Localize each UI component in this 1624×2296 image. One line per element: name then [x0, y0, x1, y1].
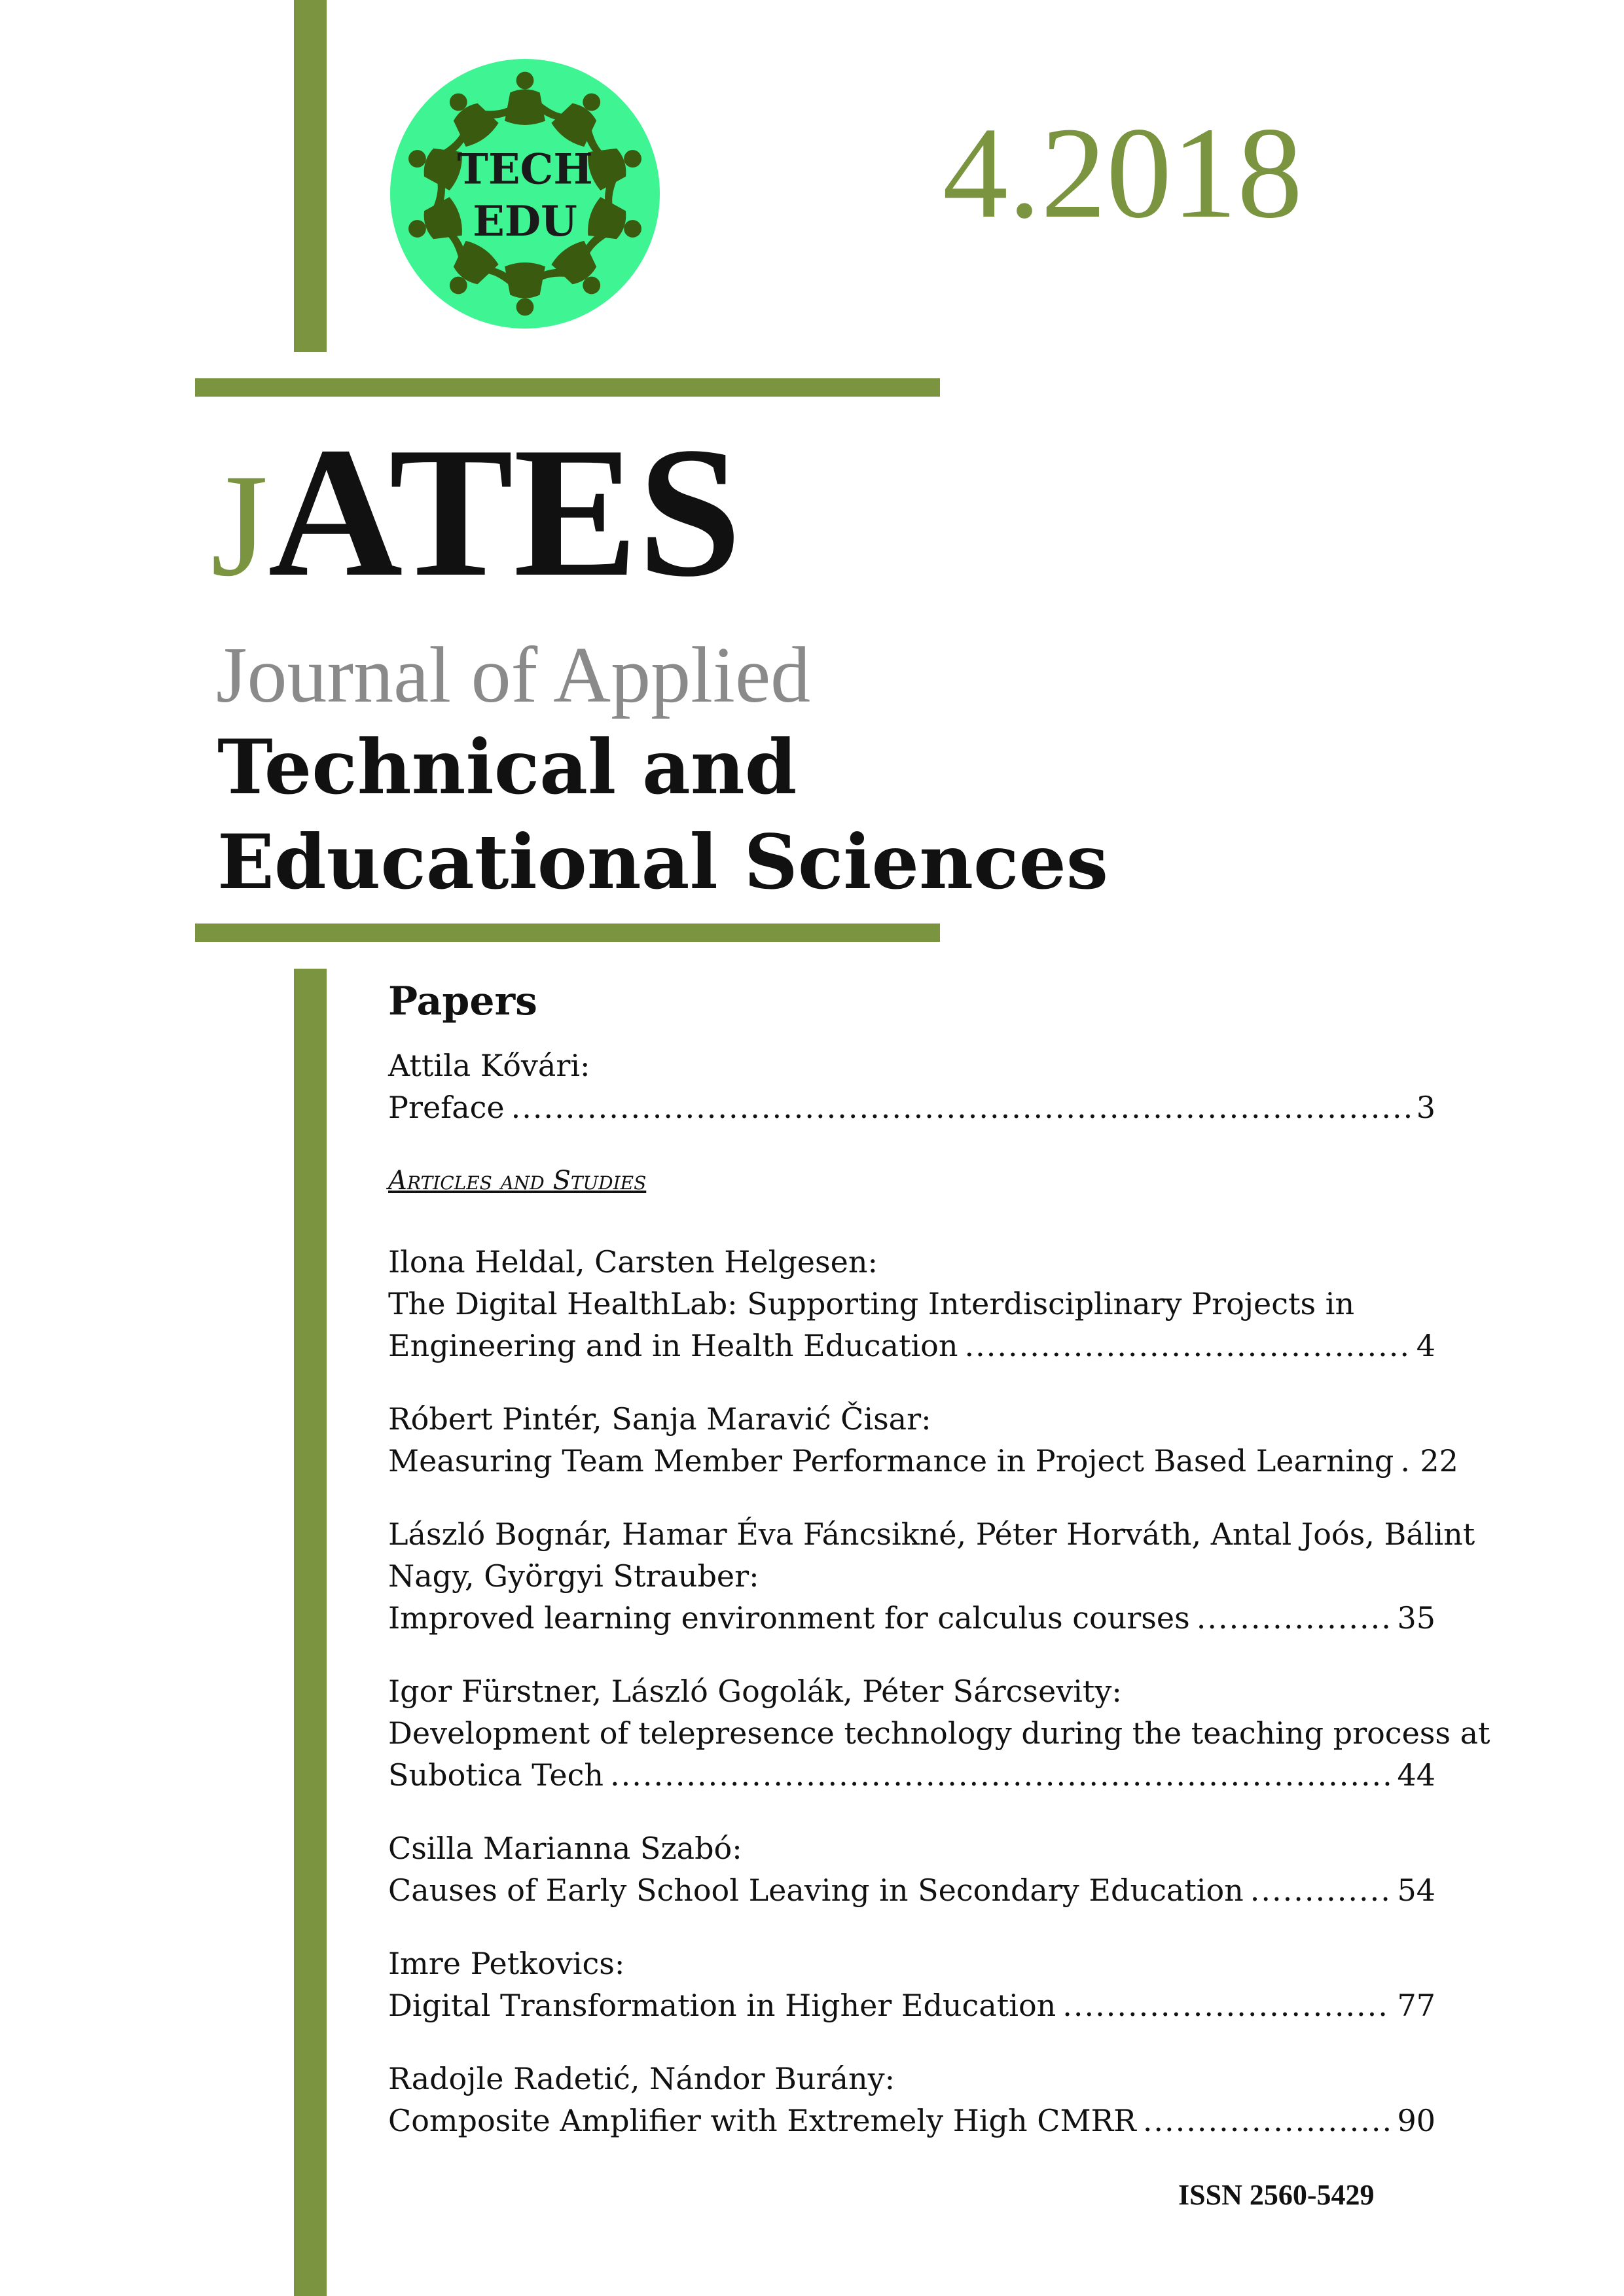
toc-entry — [388, 1670, 1490, 1796]
acronym-ates: ATES — [268, 408, 742, 615]
entry-title-row — [388, 1597, 1435, 1639]
toc-entry — [388, 1827, 1435, 1911]
entry-title: Composite Amplifier with Extremely High CMRR — [388, 2103, 1136, 2138]
entry-page: 44 — [1397, 1757, 1435, 1793]
issn: ISSN 2560-5429 — [1178, 2179, 1375, 2211]
vertical-bar-top — [294, 0, 327, 352]
acronym-j: J — [211, 443, 268, 607]
table-of-contents — [388, 975, 1490, 2173]
dot-leader — [1062, 1984, 1390, 2026]
dot-leader — [511, 1086, 1410, 1128]
toc-entry — [388, 1241, 1435, 1367]
dot-leader — [964, 1325, 1409, 1367]
entry-author: László Bognár, Hamar Éva Fáncsikné, Péter Horváth, Antal Joós, Bálint — [388, 1516, 1475, 1552]
journal-subtitle-line3: Educational Sciences — [217, 818, 1109, 906]
article-list — [388, 1241, 1490, 2142]
issue-number: 4.2018 — [943, 101, 1303, 245]
entry-title-row — [388, 2100, 1435, 2142]
entry-title-row — [388, 1754, 1435, 1796]
vertical-bar-bottom — [294, 969, 327, 2296]
toc-entry — [388, 1398, 1458, 1482]
entry-page: 90 — [1397, 2103, 1435, 2138]
horizontal-rule-top — [195, 378, 940, 397]
horizontal-rule-bottom — [195, 924, 940, 942]
entry-title-line: Development of telepresence technology during the teaching process at — [388, 1715, 1490, 1751]
entry-author: Igor Fürstner, László Gogolák, Péter Sárcsevity: — [388, 1674, 1122, 1709]
entry-title: Measuring Team Member Performance in Project Based Learning — [388, 1443, 1394, 1479]
entry-title-row — [388, 1869, 1435, 1911]
entry-author: Nagy, Györgyi Strauber: — [388, 1558, 759, 1594]
entry-author: Imre Petkovics: — [388, 1946, 625, 1981]
entry-title-row — [388, 1984, 1435, 2026]
entry-title: Causes of Early School Leaving in Secondary Education — [388, 1873, 1244, 1908]
entry-title: Engineering and in Health Education — [388, 1328, 958, 1363]
dot-leader — [1143, 2100, 1391, 2142]
toc-entry — [388, 2058, 1435, 2142]
entry-title: Subotica Tech — [388, 1757, 604, 1793]
entry-title: Digital Transformation in Higher Education — [388, 1988, 1056, 2023]
toc-entry-preface — [388, 1045, 1435, 1128]
entry-title-row — [388, 1440, 1458, 1482]
section-label: Articles and Studies — [388, 1166, 647, 1196]
entry-page: 22 — [1420, 1443, 1458, 1479]
logo-text-line1: TECH — [457, 145, 593, 194]
entry-author: Ilona Heldal, Carsten Helgesen: — [388, 1244, 878, 1280]
entry-author: Róbert Pintér, Sanja Maravić Čisar: — [388, 1401, 931, 1437]
entry-title-row — [388, 1325, 1435, 1367]
entry-title: Preface — [388, 1090, 505, 1125]
dot-leader — [1400, 1440, 1413, 1482]
dot-leader — [1197, 1597, 1391, 1639]
toc-entry — [388, 1513, 1475, 1639]
journal-subtitle-line1: Journal of Applied — [216, 631, 811, 719]
entry-page: 4 — [1416, 1328, 1435, 1363]
entry-page: 54 — [1397, 1873, 1435, 1908]
entry-author: Radojle Radetić, Nándor Burány: — [388, 2061, 895, 2096]
journal-subtitle-line2: Technical and — [217, 723, 797, 811]
journal-acronym — [211, 408, 742, 615]
entry-page: 3 — [1416, 1090, 1435, 1125]
logo-text-line2: EDU — [473, 196, 577, 246]
entry-page: 35 — [1397, 1600, 1435, 1636]
entry-author: Csilla Marianna Szabó: — [388, 1831, 742, 1866]
toc-heading: Papers — [388, 978, 537, 1024]
entry-title-line: The Digital HealthLab: Supporting Interdisciplinary Projects in — [388, 1286, 1355, 1321]
entry-title-row — [388, 1086, 1435, 1128]
entry-author: Attila Kővári: — [388, 1048, 590, 1083]
tech-edu-logo — [390, 59, 660, 329]
dot-leader — [1250, 1869, 1391, 1911]
entry-title: Improved learning environment for calculus courses — [388, 1600, 1190, 1636]
toc-entry — [388, 1943, 1435, 2026]
entry-page: 77 — [1397, 1988, 1435, 2023]
dot-leader — [610, 1754, 1390, 1796]
